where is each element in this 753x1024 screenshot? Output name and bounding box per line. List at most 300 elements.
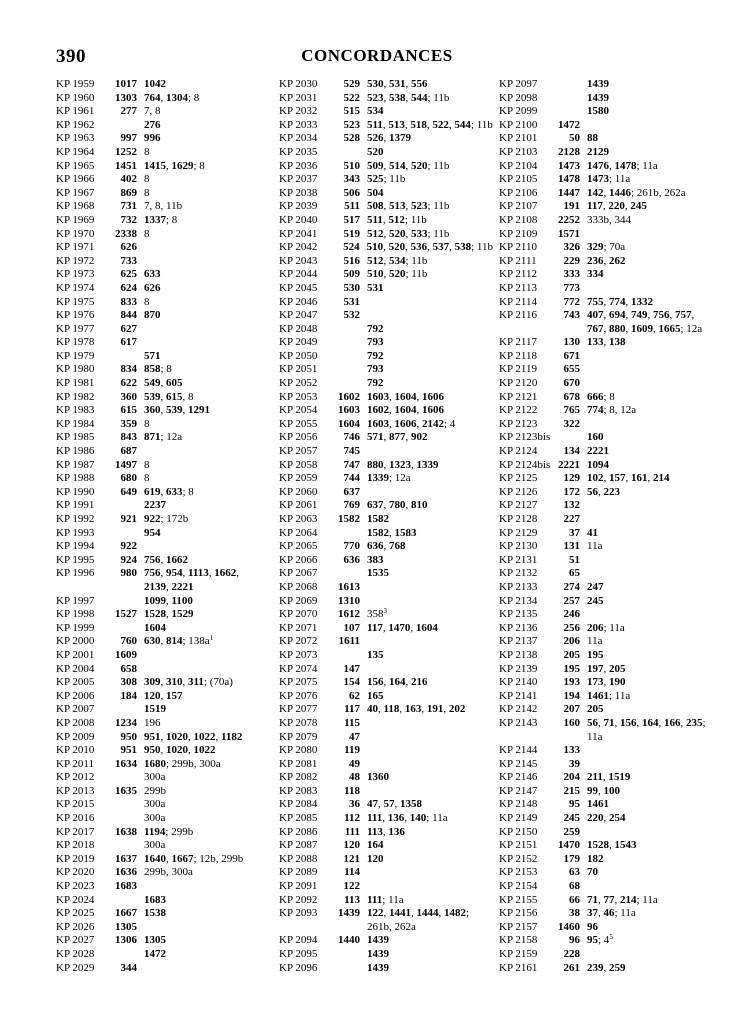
kp-number: KP 2129	[499, 526, 538, 539]
concordance-row	[279, 391, 493, 405]
kp-number: KP 2008	[56, 716, 95, 729]
cross-references	[360, 309, 367, 323]
cross-references: 792	[367, 377, 384, 390]
concordance-row	[56, 105, 270, 119]
catalogue-number	[109, 798, 137, 812]
kp-number: KP 2087	[279, 839, 318, 852]
cross-references: 247	[587, 580, 604, 593]
concordance-row	[56, 866, 270, 880]
kp-number: KP 2095	[279, 948, 318, 960]
cross-references: 47, 57, 1358	[367, 798, 422, 811]
catalogue-number	[332, 948, 360, 962]
catalogue-number	[109, 948, 137, 962]
kp-number: KP 1969	[56, 213, 95, 226]
kp-number: KP 2134	[499, 594, 538, 607]
cross-references	[580, 119, 587, 133]
catalogue-number: 523	[343, 118, 360, 131]
catalogue-number	[332, 350, 360, 364]
concordance-row	[499, 200, 713, 214]
cross-references: 1094	[587, 458, 609, 471]
catalogue-number	[109, 894, 137, 908]
cross-references: 1476, 1478; 11a	[587, 159, 658, 172]
catalogue-number: 1306	[115, 934, 137, 947]
concordance-row	[56, 486, 270, 500]
cross-references: 245	[587, 594, 604, 607]
kp-number: KP 1966	[56, 173, 95, 186]
cross-references: 870	[144, 309, 161, 322]
kp-number: KP 2105	[499, 173, 538, 186]
kp-number: KP 1963	[56, 132, 95, 145]
kp-number: KP 2082	[279, 771, 318, 784]
catalogue-number: 195	[563, 662, 580, 675]
cross-references: 792	[367, 349, 384, 362]
concordance-row	[279, 581, 493, 595]
kp-number: KP 2005	[56, 676, 95, 689]
concordance-row	[56, 554, 270, 568]
concordance-row	[279, 350, 493, 364]
kp-number: KP 2144	[499, 744, 538, 757]
kp-number: KP 1995	[56, 553, 95, 566]
catalogue-number: 402	[120, 173, 137, 186]
catalogue-number: 343	[343, 173, 360, 186]
kp-number: KP 2049	[279, 336, 318, 349]
kp-number: KP 2077	[279, 703, 318, 716]
kp-number: KP 2031	[279, 91, 318, 104]
concordance-row	[499, 404, 713, 418]
catalogue-number: 245	[563, 812, 580, 825]
concordance-row	[56, 608, 270, 622]
concordance-row	[279, 649, 493, 663]
catalogue-number: 1636	[115, 866, 137, 879]
kp-number: KP 2066	[279, 553, 318, 566]
kp-number: KP 1996	[56, 567, 95, 580]
concordance-row	[499, 839, 713, 853]
catalogue-number	[552, 105, 580, 119]
cross-references: 626	[144, 281, 161, 294]
cross-references: 299b, 300a	[144, 866, 193, 879]
kp-number: KP 2124	[499, 445, 538, 458]
kp-number: KP 1960	[56, 91, 95, 104]
catalogue-number: 510	[343, 159, 360, 172]
kp-number: KP 2128	[499, 513, 538, 525]
cross-references: 300a	[144, 839, 166, 852]
concordance-row	[279, 282, 493, 296]
cross-references: 523, 538, 544; 11b	[367, 91, 450, 104]
concordance-row	[56, 282, 270, 296]
catalogue-number: 1472	[558, 118, 580, 131]
concordance-row	[56, 200, 270, 214]
cross-references: 111; 11a	[367, 893, 404, 906]
cross-references: 512, 520, 533; 11b	[367, 227, 450, 240]
cross-references: 220, 254	[587, 812, 626, 825]
catalogue-number: 626	[120, 241, 137, 254]
catalogue-number: 120	[343, 839, 360, 852]
cross-references: 8	[144, 472, 150, 485]
cross-references: 756, 1662	[144, 553, 188, 566]
concordance-row	[56, 173, 270, 187]
cross-references: 767, 880, 1609, 1665; 12a	[587, 322, 703, 335]
kp-number: KP 1971	[56, 241, 95, 254]
concordance-row	[499, 771, 713, 785]
kp-number: KP 2083	[279, 784, 318, 797]
catalogue-number: 1252	[115, 145, 137, 158]
catalogue-number	[332, 567, 360, 581]
catalogue-number: 1612	[338, 608, 360, 621]
kp-number: KP 2057	[279, 445, 318, 458]
catalogue-number: 1439	[338, 907, 360, 920]
cross-references	[137, 323, 144, 337]
concordance-column-2	[279, 78, 493, 975]
concordance-row	[499, 499, 713, 513]
kp-number: KP 2025	[56, 907, 95, 920]
concordance-row	[279, 78, 493, 92]
catalogue-number: 834	[120, 363, 137, 376]
kp-number: KP 2060	[279, 485, 318, 498]
catalogue-number: 769	[343, 499, 360, 512]
concordance-row	[56, 431, 270, 445]
concordance-row	[56, 363, 270, 377]
kp-number: KP 2013	[56, 784, 95, 797]
catalogue-number: 147	[343, 662, 360, 675]
cross-references	[360, 785, 367, 799]
kp-number: KP 2011	[56, 757, 94, 770]
concordance-row	[279, 214, 493, 228]
kp-number: KP 2075	[279, 676, 318, 689]
concordance-row	[279, 785, 493, 799]
catalogue-number: 997	[120, 132, 137, 145]
concordance-row	[279, 540, 493, 554]
kp-number: KP 2080	[279, 744, 318, 757]
cross-references: 755, 774, 1332	[587, 295, 653, 308]
catalogue-number: 114	[344, 866, 360, 879]
cross-references	[360, 445, 367, 459]
catalogue-number: 132	[563, 499, 580, 512]
kp-number: KP 1975	[56, 295, 95, 308]
catalogue-number: 215	[563, 784, 580, 797]
concordance-row-continuation	[499, 323, 713, 337]
concordance-row	[279, 744, 493, 758]
cross-references: 360, 539, 1291	[144, 404, 210, 417]
cross-references: 7, 8	[144, 105, 161, 118]
catalogue-number: 1667	[115, 907, 137, 920]
kp-number: KP 2159	[499, 948, 538, 960]
catalogue-number: 1683	[115, 880, 137, 893]
cross-references: 2221	[587, 445, 609, 458]
kp-number: KP 1999	[56, 621, 95, 634]
cross-references	[360, 744, 367, 758]
kp-number: KP 2047	[279, 309, 318, 322]
kp-number: KP 2064	[279, 526, 318, 539]
catalogue-number: 194	[563, 689, 580, 702]
catalogue-number: 117	[344, 703, 360, 716]
cross-references	[360, 880, 367, 894]
cross-references	[580, 350, 587, 364]
cross-references: 792	[367, 322, 384, 335]
cross-references: 636, 768	[367, 540, 406, 553]
kp-number: KP 2043	[279, 254, 318, 267]
catalogue-number: 172	[563, 485, 580, 498]
catalogue-number: 636	[343, 553, 360, 566]
concordance-row	[279, 731, 493, 745]
kp-number: KP 2067	[279, 567, 318, 580]
concordance-row	[279, 296, 493, 310]
cross-references: 1337; 8	[144, 213, 178, 226]
cross-references: 1461	[587, 798, 609, 811]
kp-number: KP 2010	[56, 744, 95, 757]
kp-number: KP 2007	[56, 703, 95, 716]
catalogue-number: 1310	[338, 594, 360, 607]
concordance-row	[279, 92, 493, 106]
kp-number: KP 2141	[499, 689, 538, 702]
concordance-row	[279, 486, 493, 500]
cross-references: 1439	[367, 948, 389, 960]
cross-references	[580, 826, 587, 840]
catalogue-number	[109, 595, 137, 609]
concordance-row	[279, 132, 493, 146]
catalogue-number: 257	[563, 594, 580, 607]
cross-references: 407, 694, 749, 756, 757,	[587, 309, 695, 322]
kp-number: KP 1961	[56, 105, 95, 118]
cross-references: 196	[144, 716, 161, 729]
catalogue-number: 121	[343, 852, 360, 865]
catalogue-number: 205	[563, 648, 580, 661]
kp-number: KP 1979	[56, 349, 95, 362]
kp-number: KP 1959	[56, 78, 95, 90]
cross-references: 173, 190	[587, 676, 626, 689]
cross-references: 951, 1020, 1022, 1182	[144, 730, 243, 743]
cross-references: 793	[367, 336, 384, 349]
cross-references: 511, 513, 518, 522, 544; 11b	[367, 118, 493, 131]
cross-references: 95; $4^5$	[587, 933, 613, 947]
kp-number: KP 2053	[279, 390, 318, 403]
kp-number: KP 1993	[56, 526, 95, 539]
kp-number: KP 2088	[279, 852, 318, 865]
cross-references	[580, 499, 587, 513]
catalogue-number	[332, 962, 360, 976]
catalogue-number: 869	[120, 186, 137, 199]
catalogue-number: 111	[344, 825, 360, 838]
concordance-row	[499, 554, 713, 568]
cross-references: 1439	[367, 961, 389, 974]
catalogue-number: 68	[569, 880, 580, 893]
concordance-row	[499, 948, 713, 962]
concordance-row	[56, 703, 270, 717]
cross-references	[580, 608, 587, 622]
cross-references	[580, 228, 587, 242]
kp-number: KP 1982	[56, 390, 95, 403]
concordance-row	[279, 758, 493, 772]
cross-references: 1473; 11a	[587, 173, 631, 186]
kp-number: KP 2125	[499, 472, 538, 485]
concordance-row	[56, 934, 270, 948]
concordance-row	[499, 608, 713, 622]
concordance-row	[279, 635, 493, 649]
cross-references: 117, 1470, 1604	[367, 621, 438, 634]
concordance-row	[279, 323, 493, 337]
kp-number: KP 2106	[499, 186, 538, 199]
concordance-row	[499, 826, 713, 840]
concordance-row	[499, 173, 713, 187]
cross-references: 8	[144, 186, 150, 199]
concordance-row	[56, 255, 270, 269]
cross-references	[137, 540, 144, 554]
cross-references: 165	[367, 689, 384, 702]
cross-references	[580, 377, 587, 391]
cross-references	[360, 663, 367, 677]
catalogue-number: 308	[120, 676, 137, 689]
concordance-row	[499, 690, 713, 704]
concordance-row	[56, 595, 270, 609]
concordance-row	[499, 214, 713, 228]
cross-references: 619, 633; 8	[144, 485, 194, 498]
kp-number: KP 2103	[499, 145, 538, 158]
catalogue-number: 743	[563, 309, 580, 322]
concordance-row	[499, 255, 713, 269]
catalogue-number: 184	[120, 689, 137, 702]
cross-references: 633	[144, 268, 161, 281]
concordance-row	[499, 377, 713, 391]
concordance-row	[56, 744, 270, 758]
concordance-row	[56, 499, 270, 513]
catalogue-number: 38	[569, 907, 580, 920]
concordance-row	[499, 445, 713, 459]
catalogue-number	[332, 527, 360, 541]
kp-number: KP 2035	[279, 145, 318, 158]
cross-references: 1604	[144, 621, 166, 634]
cross-references: 764, 1304; 8	[144, 91, 200, 104]
concordance-row	[279, 608, 493, 622]
concordance-row	[56, 798, 270, 812]
cross-references: 142, 1446; 261b, 262a	[587, 186, 686, 199]
kp-number: KP 2152	[499, 852, 538, 865]
concordance-row	[279, 119, 493, 133]
kp-number: KP 2140	[499, 676, 538, 689]
concordance-row	[499, 907, 713, 921]
catalogue-number	[332, 377, 360, 391]
concordance-row	[56, 649, 270, 663]
concordance-row	[56, 92, 270, 106]
concordance-row	[279, 377, 493, 391]
cross-references: 509, 514, 520; 11b	[367, 159, 450, 172]
cross-references: 1528, 1543	[587, 839, 637, 852]
catalogue-number: 1470	[558, 839, 580, 852]
cross-references: 520	[367, 145, 384, 158]
cross-references: 8	[144, 227, 150, 240]
cross-references: 1582, 1583	[367, 526, 417, 539]
kp-number: KP 2113	[499, 281, 537, 294]
kp-number: KP 2041	[279, 227, 318, 240]
kp-number: KP 2094	[279, 934, 318, 947]
cross-references: 1360	[367, 771, 389, 784]
cross-references: 510, 520; 11b	[367, 268, 428, 281]
catalogue-number: 844	[120, 309, 137, 322]
cross-references: 300a	[144, 798, 166, 811]
concordance-row	[499, 866, 713, 880]
catalogue-number: 687	[120, 445, 137, 458]
catalogue-number: 2252	[558, 213, 580, 226]
concordance-row	[56, 350, 270, 364]
kp-number: KP 2038	[279, 186, 318, 199]
cross-references	[137, 880, 144, 894]
catalogue-number	[552, 92, 580, 106]
cross-references	[580, 363, 587, 377]
catalogue-number: 1234	[115, 716, 137, 729]
cross-references: 630, 814; $138a^1$	[144, 634, 214, 648]
cross-references: 211, 1519	[587, 771, 631, 784]
cross-references: 1042	[144, 78, 166, 90]
concordance-row	[56, 785, 270, 799]
concordance-column-3	[499, 78, 713, 975]
kp-number: KP 2012	[56, 771, 95, 784]
kp-number: KP 2071	[279, 621, 318, 634]
kp-number: KP 2147	[499, 784, 538, 797]
catalogue-number: 515	[343, 105, 360, 118]
kp-number: KP 2148	[499, 798, 538, 811]
catalogue-number: 658	[120, 662, 137, 675]
concordance-row	[499, 241, 713, 255]
cross-references: 1194; 299b	[144, 825, 194, 838]
cross-references	[360, 866, 367, 880]
catalogue-number: 36	[349, 798, 360, 811]
cross-references: 571, 877, 902	[367, 431, 428, 444]
cross-references: 2139, 2221	[144, 580, 194, 593]
cross-references	[580, 880, 587, 894]
kp-number: KP 2100	[499, 118, 538, 131]
concordance-row	[499, 853, 713, 867]
cross-references: 195	[587, 648, 604, 661]
kp-number: KP 2046	[279, 295, 318, 308]
kp-number: KP 2050	[279, 349, 318, 362]
cross-references	[580, 744, 587, 758]
cross-references: 637, 780, 810	[367, 499, 428, 512]
kp-number: KP 2118	[499, 349, 537, 362]
cross-references	[137, 445, 144, 459]
concordance-row	[56, 336, 270, 350]
catalogue-number: 922	[120, 540, 137, 553]
catalogue-number: 1638	[115, 825, 137, 838]
catalogue-number: 2128	[558, 145, 580, 158]
catalogue-number: 204	[563, 771, 580, 784]
kp-number: KP 2123bis	[499, 431, 551, 444]
cross-references	[360, 635, 367, 649]
cross-references: 383	[367, 553, 384, 566]
cross-references: 508, 513, 523; 11b	[367, 200, 450, 213]
kp-number: KP 2142	[499, 703, 538, 716]
kp-number: KP 2073	[279, 648, 318, 661]
concordance-row	[56, 826, 270, 840]
catalogue-number	[552, 78, 580, 92]
kp-number: KP 1978	[56, 336, 95, 349]
cross-references: 539, 615, 8	[144, 390, 194, 403]
kp-number: KP 2000	[56, 635, 95, 648]
catalogue-number: 1305	[115, 920, 137, 933]
concordance-row	[279, 173, 493, 187]
cross-references: 756, 954, 1113, 1662,	[144, 567, 240, 580]
catalogue-number: 524	[343, 241, 360, 254]
concordance-row	[279, 663, 493, 677]
cross-references: 793	[367, 363, 384, 376]
kp-number: KP 2072	[279, 635, 318, 648]
concordance-row	[499, 880, 713, 894]
cross-references: 954	[144, 526, 161, 539]
catalogue-number: 134	[563, 445, 580, 458]
kp-number: KP 1985	[56, 431, 95, 444]
kp-number: KP 2058	[279, 458, 318, 471]
cross-references: 1519	[144, 703, 166, 716]
catalogue-number: 1478	[558, 173, 580, 186]
cross-references: $358^3$	[367, 607, 387, 621]
catalogue-number: 671	[563, 349, 580, 362]
